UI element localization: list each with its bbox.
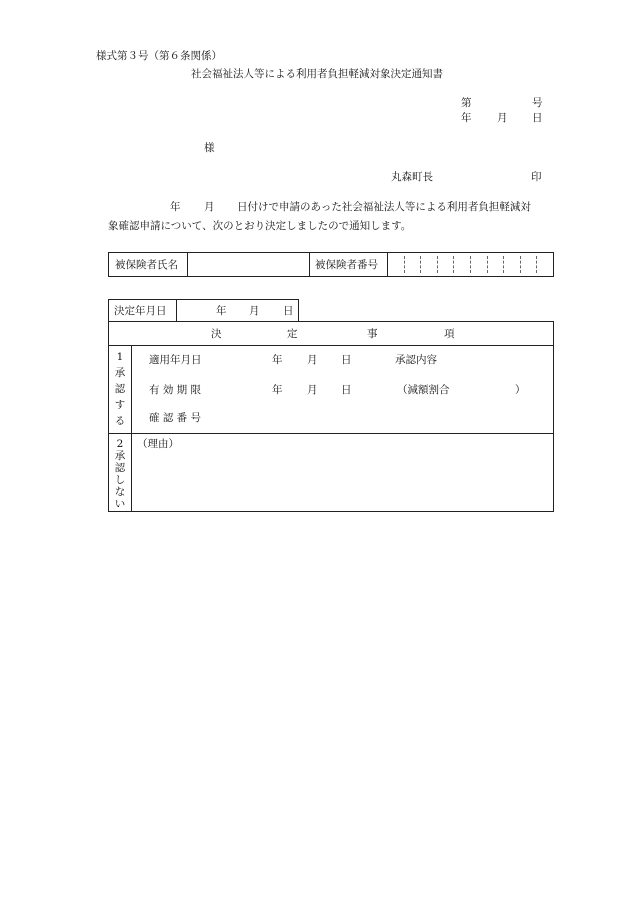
decision-date-day: 日: [283, 305, 294, 317]
date-day: 日: [532, 112, 543, 124]
document-title: 社会福祉法人等による利用者負担軽減対象決定通知書: [191, 68, 443, 80]
body-month: 月: [204, 201, 215, 213]
reference-dai: 第: [461, 97, 472, 109]
approve-number: 1: [116, 351, 124, 363]
header-divider: [109, 345, 553, 346]
decision-date-month: 月: [249, 305, 260, 317]
decision-header-tei: 定: [287, 328, 298, 340]
apply-date-year: 年: [272, 354, 283, 366]
apply-date-day: 日: [341, 354, 352, 366]
confirm-number-label: 確 認 番 号: [149, 412, 202, 424]
body-line2-text: 象確認申請について、次のとおり決定しましたので通知します。: [108, 220, 412, 232]
number-box-separator: [404, 256, 405, 273]
reason-label: （理由）: [137, 438, 179, 450]
seal-mark: 印: [531, 171, 542, 183]
number-box-separator: [470, 256, 471, 273]
decision-date-year: 年: [216, 305, 227, 317]
number-box-separator: [503, 256, 504, 273]
section-label-divider: [131, 345, 132, 511]
decision-header-kou: 項: [444, 328, 455, 340]
reduction-ratio-close: ）: [515, 384, 526, 396]
number-box-separator: [520, 256, 521, 273]
approve-vertical-char: す: [114, 399, 126, 411]
approve-vertical-char: 承: [114, 367, 126, 379]
approve-vertical-char: る: [114, 415, 126, 427]
approval-content-label: 承認内容: [395, 354, 437, 366]
reject-number: 2: [116, 438, 124, 450]
number-box-separator: [420, 256, 421, 273]
reference-go: 号: [532, 97, 543, 109]
divider: [187, 253, 188, 276]
apply-date-month: 月: [307, 354, 318, 366]
reject-vertical-char: 承: [114, 450, 126, 462]
validity-month: 月: [307, 384, 318, 396]
reject-vertical-char: 認: [114, 462, 126, 474]
date-month: 月: [497, 112, 508, 124]
decision-table: [108, 321, 554, 512]
validity-day: 日: [341, 384, 352, 396]
reduction-ratio-open: （減額割合: [397, 384, 450, 396]
apply-date-label: 適用年月日: [149, 354, 202, 366]
decision-date-label: 決定年月日: [114, 305, 167, 317]
divider: [309, 253, 310, 276]
validity-year: 年: [272, 384, 283, 396]
validity-label: 有 効 期 限: [149, 384, 202, 396]
decision-header-ji: 事: [367, 328, 378, 340]
insured-info-table: [108, 252, 554, 277]
recipient-sama: 様: [204, 142, 215, 154]
section-divider: [109, 433, 553, 434]
divider: [387, 253, 388, 276]
reject-vertical-char: し: [114, 474, 126, 486]
number-box-separator: [453, 256, 454, 273]
number-box-separator: [437, 256, 438, 273]
form-number: 様式第３号（第６条関係）: [96, 50, 222, 62]
decision-header-ketsu: 決: [211, 328, 222, 340]
decision-date-box: [108, 299, 299, 322]
number-box-separator: [536, 256, 537, 273]
insured-number-label: 被保険者番号: [315, 259, 378, 271]
reject-vertical-char: い: [114, 498, 126, 510]
approve-vertical-char: 認: [114, 383, 126, 395]
issuer-name: 丸森町長: [391, 171, 433, 183]
date-year: 年: [461, 112, 472, 124]
body-year: 年: [170, 201, 181, 213]
divider: [176, 300, 177, 322]
number-box-separator: [487, 256, 488, 273]
reject-vertical-char: な: [114, 486, 126, 498]
body-line1-text: 日付けで申請のあった社会福祉法人等による利用者負担軽減対: [237, 201, 531, 213]
insured-name-label: 被保険者氏名: [115, 259, 178, 271]
